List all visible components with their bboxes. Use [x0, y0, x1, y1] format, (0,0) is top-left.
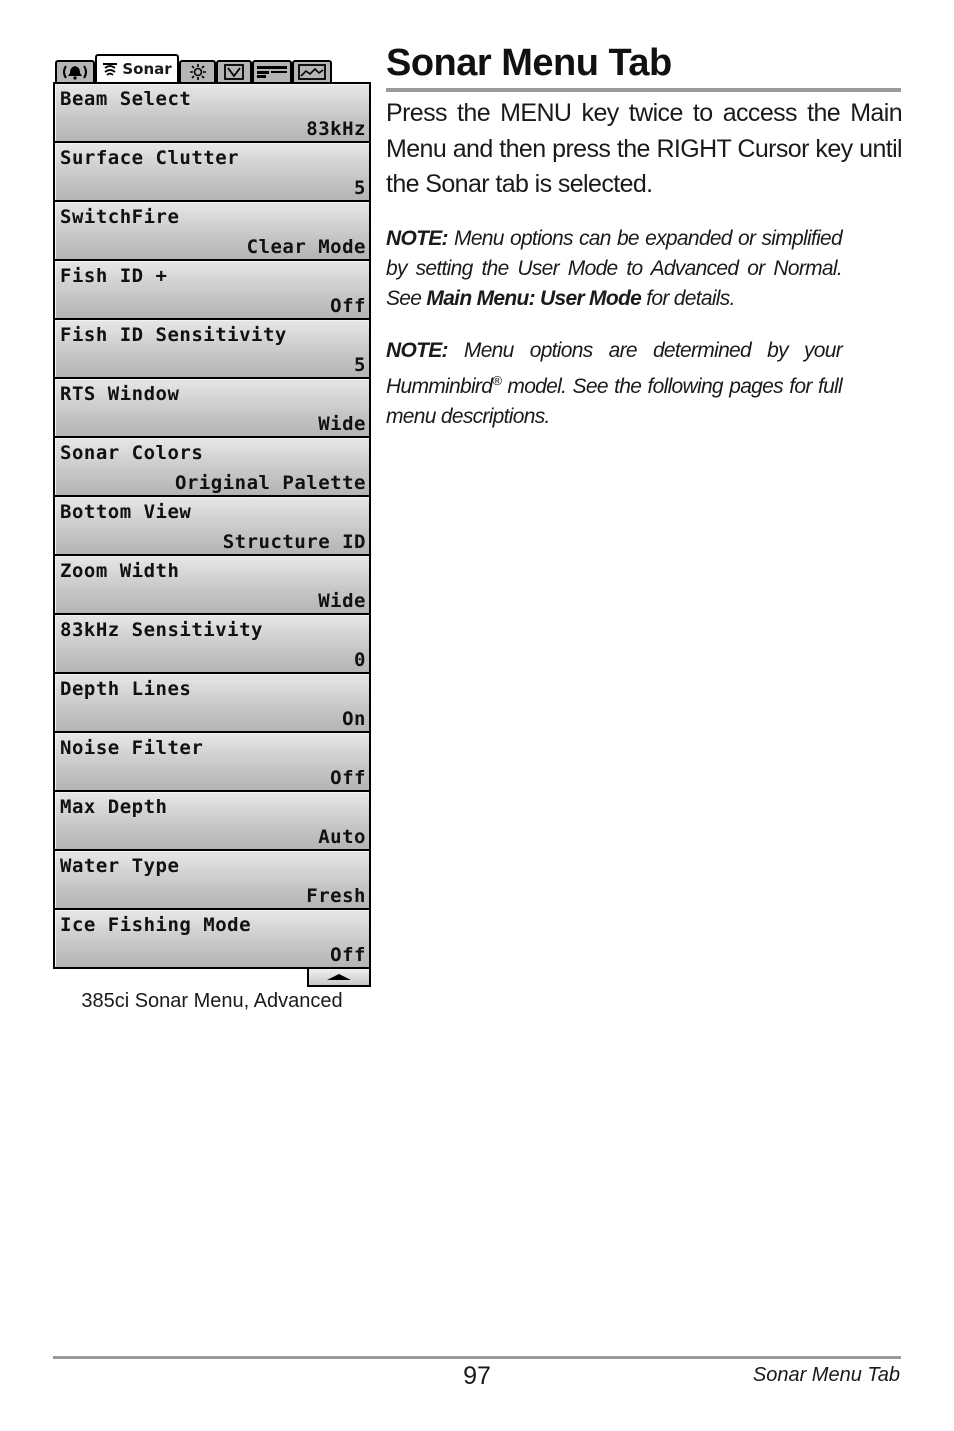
note-prefix: NOTE: — [386, 339, 448, 362]
menu-item-label: SwitchFire — [60, 206, 180, 228]
note-user-mode — [386, 224, 842, 314]
menu-item-value: 5 — [354, 177, 366, 199]
tab-accessories[interactable] — [252, 60, 292, 82]
tab-sonar[interactable] — [95, 54, 179, 82]
note-reference: Main Menu: User Mode — [426, 287, 642, 310]
figure-caption: 385ci Sonar Menu, Advanced — [81, 990, 343, 1012]
tab-sonar-label: Sonar — [122, 60, 172, 78]
alarms-icon — [60, 64, 90, 80]
menu-item-water-type[interactable] — [55, 851, 369, 908]
tab-navigation[interactable] — [216, 60, 252, 82]
menu-item-label: RTS Window — [60, 383, 180, 405]
menu-item-label: Noise Filter — [60, 737, 204, 759]
menu-item-label: Water Type — [60, 855, 180, 877]
menu-scroll-area — [53, 969, 371, 987]
menu-item-value: Wide — [318, 590, 366, 612]
navigation-icon — [224, 64, 244, 80]
menu-item-depth-lines[interactable] — [55, 674, 369, 731]
title-divider — [386, 88, 901, 92]
menu-item-value: Structure ID — [222, 531, 366, 553]
menu-item-value: Auto — [318, 826, 366, 848]
menu-item-value: Off — [330, 944, 366, 966]
menu-item-value: 0 — [354, 649, 366, 671]
views-icon — [298, 64, 326, 80]
setup-icon — [189, 64, 207, 80]
menu-item-value: On — [342, 708, 366, 730]
menu-item-beam-select[interactable] — [55, 84, 369, 141]
scroll-up-button[interactable] — [307, 969, 371, 987]
menu-item-noise-filter[interactable] — [55, 733, 369, 790]
menu-item-label: Max Depth — [60, 796, 168, 818]
tab-views[interactable] — [292, 60, 332, 82]
menu-item-value: 83kHz — [306, 118, 366, 140]
registered-mark: ® — [492, 373, 502, 388]
menu-item-zoom-width[interactable] — [55, 556, 369, 613]
sonar-menu-screenshot — [53, 54, 371, 987]
menu-item-value: Off — [330, 295, 366, 317]
menu-item-rts-window[interactable] — [55, 379, 369, 436]
menu-item-value: Wide — [318, 413, 366, 435]
note-text: Menu options are determined by your Humminbird — [386, 339, 842, 398]
menu-item-switchfire[interactable] — [55, 202, 369, 259]
scroll-up-arrow-icon — [325, 973, 353, 981]
page-title: Sonar Menu Tab — [386, 42, 672, 84]
menu-item-label: Depth Lines — [60, 678, 192, 700]
menu-item-surface-clutter[interactable] — [55, 143, 369, 200]
page-number: 97 — [463, 1362, 491, 1390]
menu-item-bottom-view[interactable] — [55, 497, 369, 554]
menu-item-fish-id-plus[interactable] — [55, 261, 369, 318]
menu-tab-bar — [53, 54, 371, 82]
footer-section-title: Sonar Menu Tab — [752, 1364, 900, 1386]
menu-item-value: Fresh — [306, 885, 366, 907]
intro-paragraph: Press the MENU key twice to access the Main Menu and then press the RIGHT Cursor key until the Sonar tab is selected. — [386, 99, 902, 198]
note-model — [386, 336, 842, 432]
menu-item-fish-id-sensitivity[interactable] — [55, 320, 369, 377]
menu-item-sonar-colors[interactable] — [55, 438, 369, 495]
menu-item-label: Surface Clutter — [60, 147, 240, 169]
footer-divider — [53, 1356, 901, 1359]
note-text: for details. — [641, 287, 735, 310]
note-text: Menu options can be expanded or simplified by setting the User Mode to Advanced or Normal. See — [386, 227, 842, 310]
menu-item-label: Bottom View — [60, 501, 192, 523]
note-prefix: NOTE: — [386, 227, 448, 250]
menu-item-83khz-sensitivity[interactable] — [55, 615, 369, 672]
menu-item-label: Fish ID Sensitivity — [60, 324, 287, 346]
tab-setup[interactable] — [179, 60, 216, 82]
sonar-icon — [102, 62, 118, 76]
menu-item-value: Original Palette — [174, 472, 366, 494]
accessories-icon — [257, 65, 287, 79]
menu-item-max-depth[interactable] — [55, 792, 369, 849]
menu-item-value: 5 — [354, 354, 366, 376]
menu-item-value: Clear Mode — [246, 236, 366, 258]
menu-item-ice-fishing-mode[interactable] — [55, 910, 369, 967]
menu-item-label: 83kHz Sensitivity — [60, 619, 263, 641]
menu-item-label: Zoom Width — [60, 560, 180, 582]
menu-item-label: Beam Select — [60, 88, 192, 110]
menu-item-value: Off — [330, 767, 366, 789]
tab-alarms[interactable] — [55, 60, 95, 82]
menu-item-label: Ice Fishing Mode — [60, 914, 252, 936]
sonar-menu-list — [53, 82, 371, 969]
note-text: model. See the following pages for full menu descriptions. — [386, 375, 842, 428]
menu-item-label: Fish ID + — [60, 265, 168, 287]
menu-item-label: Sonar Colors — [60, 442, 204, 464]
